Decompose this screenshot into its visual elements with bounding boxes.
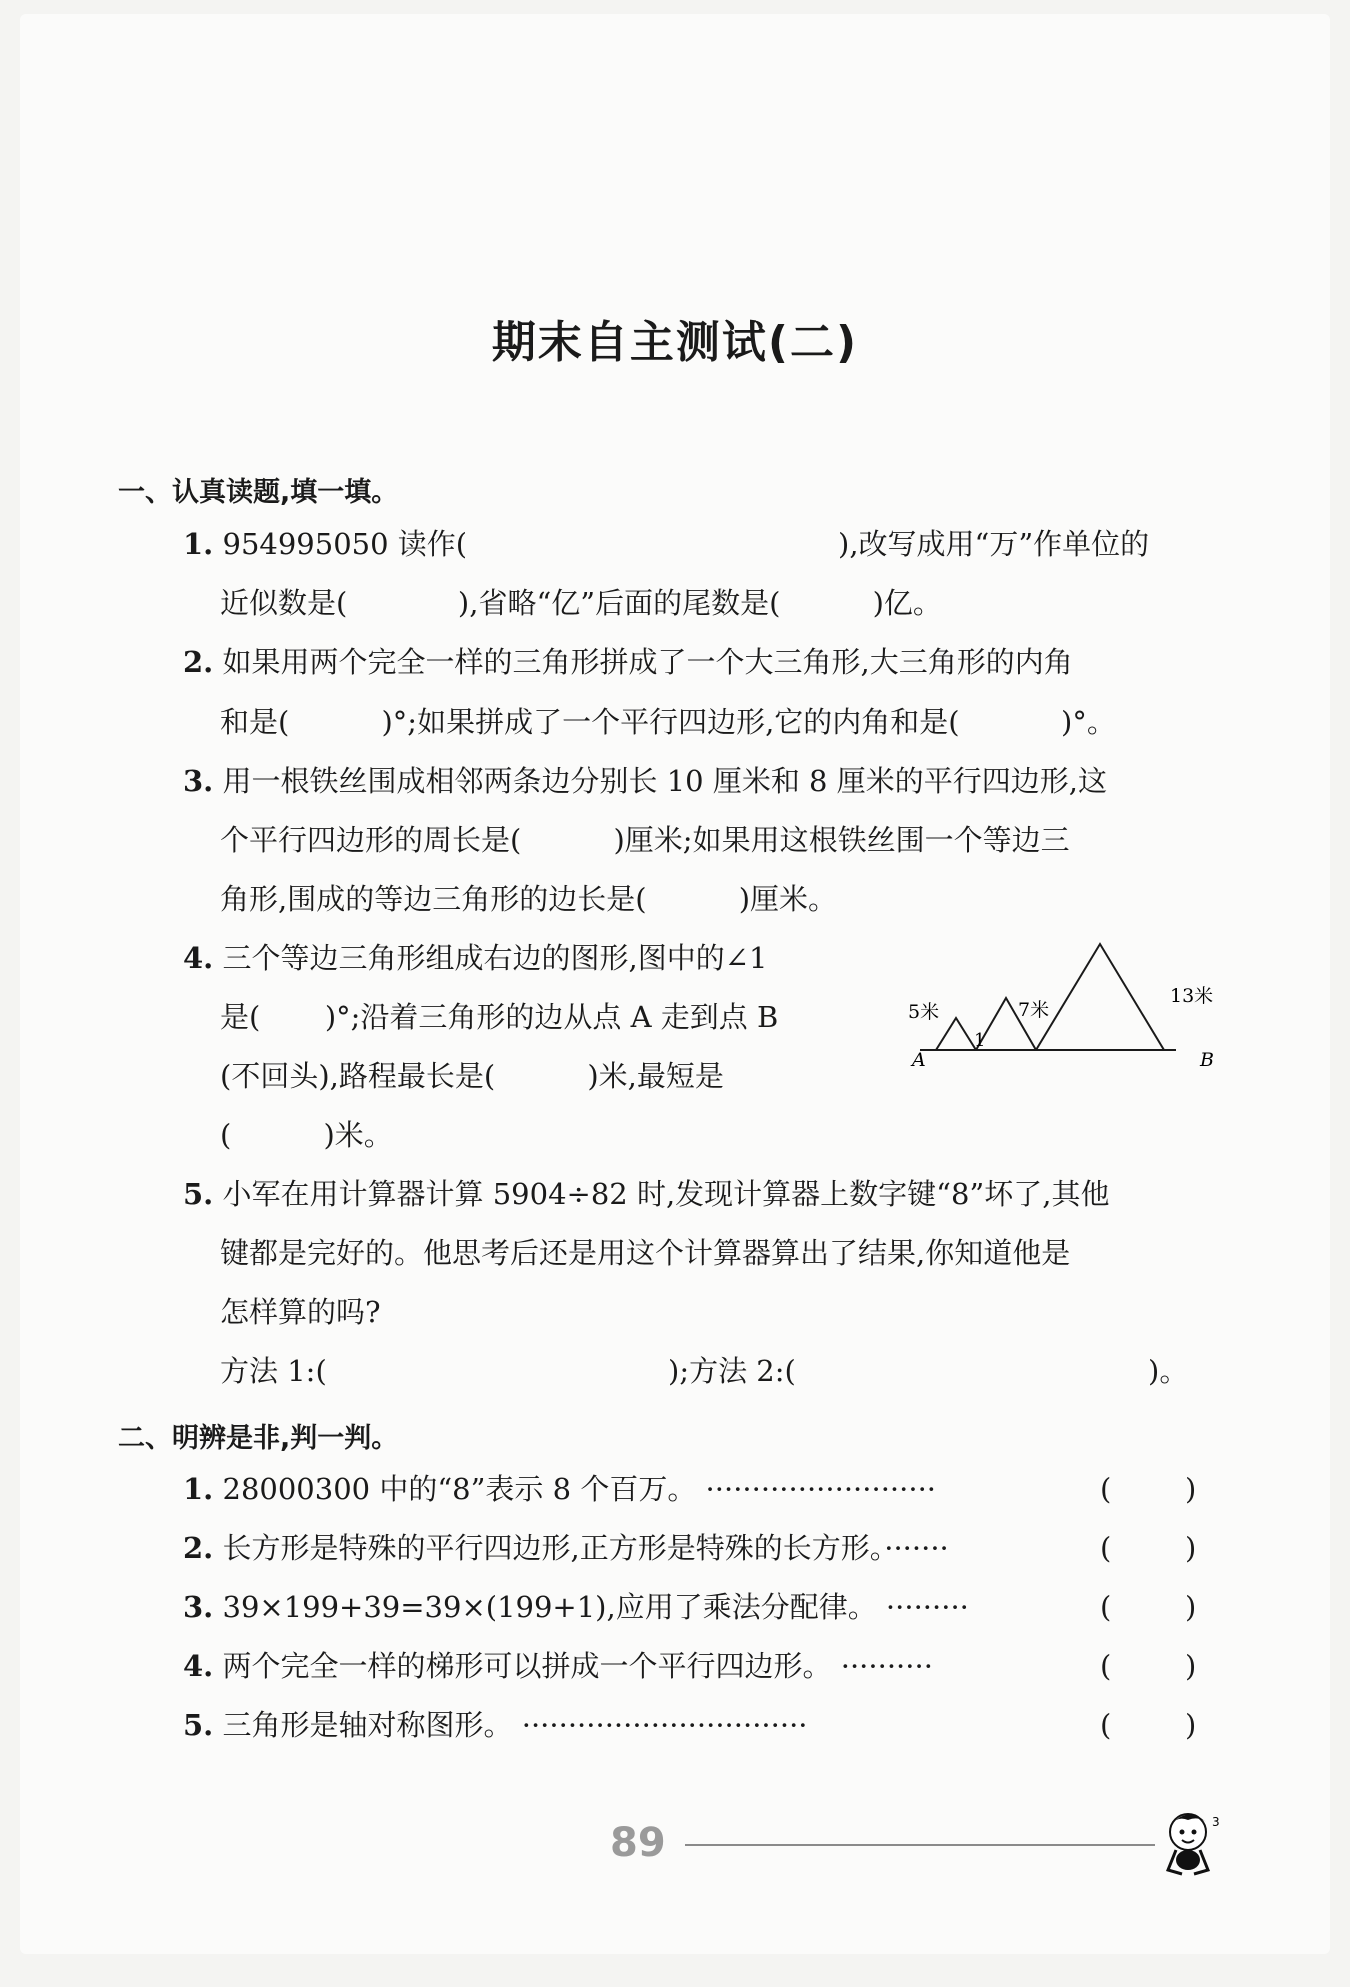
q5-line3: 怎样算的吗?	[220, 1295, 381, 1329]
q1-text-a: 954995050 读作(	[222, 527, 468, 561]
large-triangle	[1036, 944, 1164, 1050]
judge-number: 1.	[183, 1472, 214, 1506]
answer-blank[interactable]: ( )	[1100, 1472, 1197, 1506]
judge-dots: ·························	[705, 1472, 937, 1506]
q1-line2: 近似数是( ),省略“亿”后面的尾数是( )亿。	[220, 586, 942, 620]
q4-text-1: 三个等边三角形组成右边的图形,图中的∠1	[222, 941, 768, 975]
q5-number: 5.	[183, 1177, 214, 1211]
judge-text: 长方形是特殊的平行四边形,正方形是特殊的长方形。	[222, 1531, 885, 1565]
q5-text-1: 小军在用计算器计算 5904÷82 时,发现计算器上数字键“8”坏了,其他	[222, 1177, 1110, 1211]
q2-line2: 和是( )°;如果拼成了一个平行四边形,它的内角和是( )°。	[220, 705, 1116, 739]
q3-number: 3.	[183, 764, 214, 798]
answer-blank[interactable]: ( )	[1100, 1531, 1197, 1565]
answer-blank[interactable]: ( )	[1100, 1590, 1197, 1624]
judge-text: 两个完全一样的梯形可以拼成一个平行四边形。	[222, 1649, 832, 1683]
q5-method-1: 方法 1:(	[220, 1354, 327, 1388]
judge-dots: ··········	[840, 1649, 933, 1683]
label-7m: 7米	[1018, 999, 1050, 1021]
judge-dots: ·······	[884, 1531, 949, 1565]
small-triangle	[936, 1018, 976, 1050]
judge-number: 3.	[183, 1590, 214, 1624]
q1-number: 1.	[183, 527, 214, 561]
q5-method-2: );方法 2:(	[668, 1354, 796, 1388]
q5-end: )。	[1148, 1354, 1189, 1388]
exam-page	[20, 14, 1330, 1954]
q5-line2: 键都是完好的。他思考后还是用这个计算器算出了结果,你知道他是	[220, 1236, 1071, 1270]
section-2-heading: 二、明辨是非,判一判。	[118, 1423, 399, 1454]
judge-dots: ·······························	[521, 1708, 808, 1742]
judge-number: 5.	[183, 1708, 214, 1742]
section-1-heading: 一、认真读题,填一填。	[118, 477, 399, 508]
judge-dots: ·········	[885, 1590, 969, 1624]
q2-number: 2.	[183, 645, 214, 679]
page-title: 期末自主测试(二)	[491, 317, 859, 368]
q4-line1	[183, 941, 768, 975]
q3-line3: 角形,围成的等边三角形的边长是( )厘米。	[220, 882, 838, 916]
cartoon-mascot-icon	[1148, 1804, 1228, 1884]
q2-text-1: 如果用两个完全一样的三角形拼成了一个大三角形,大三角形的内角	[222, 645, 1073, 679]
judge-text: 三角形是轴对称图形。	[222, 1708, 513, 1742]
footer-rule	[685, 1844, 1155, 1846]
judge-item	[183, 1472, 937, 1506]
q4-line3: (不回头),路程最长是( )米,最短是	[220, 1059, 724, 1093]
q1-line1	[183, 527, 468, 561]
angle-1-label: 1	[974, 1030, 986, 1051]
q4-line2: 是( )°;沿着三角形的边从点 A 走到点 B	[220, 1000, 779, 1034]
answer-blank[interactable]: ( )	[1100, 1649, 1197, 1683]
svg-text:3: 3	[1212, 1815, 1220, 1829]
answer-blank[interactable]: ( )	[1100, 1708, 1197, 1742]
page-number: 89	[610, 1820, 666, 1866]
judge-number: 4.	[183, 1649, 214, 1683]
q2-line1	[183, 645, 1073, 679]
triangles-diagram	[900, 934, 1230, 1094]
q5-line1	[183, 1177, 1110, 1211]
judge-item	[183, 1708, 808, 1742]
judge-item	[183, 1590, 969, 1624]
judge-text: 28000300 中的“8”表示 8 个百万。	[222, 1472, 697, 1506]
judge-item	[183, 1649, 933, 1683]
judge-text: 39×199+39=39×(199+1),应用了乘法分配律。	[222, 1590, 877, 1624]
q4-number: 4.	[183, 941, 214, 975]
judge-item	[183, 1531, 949, 1565]
q3-line1	[183, 764, 1107, 798]
q3-text-1: 用一根铁丝围成相邻两条边分别长 10 厘米和 8 厘米的平行四边形,这	[222, 764, 1107, 798]
label-5m: 5米	[908, 1001, 940, 1023]
q4-line4: ( )米。	[220, 1118, 393, 1152]
judge-number: 2.	[183, 1531, 214, 1565]
q3-line2: 个平行四边形的周长是( )厘米;如果用这根铁丝围一个等边三	[220, 823, 1070, 857]
label-13m: 13米	[1170, 985, 1214, 1007]
point-a-label: A	[912, 1049, 926, 1071]
point-b-label: B	[1200, 1049, 1214, 1071]
q1-line1-tail: ),改写成用“万”作单位的	[838, 527, 1150, 561]
